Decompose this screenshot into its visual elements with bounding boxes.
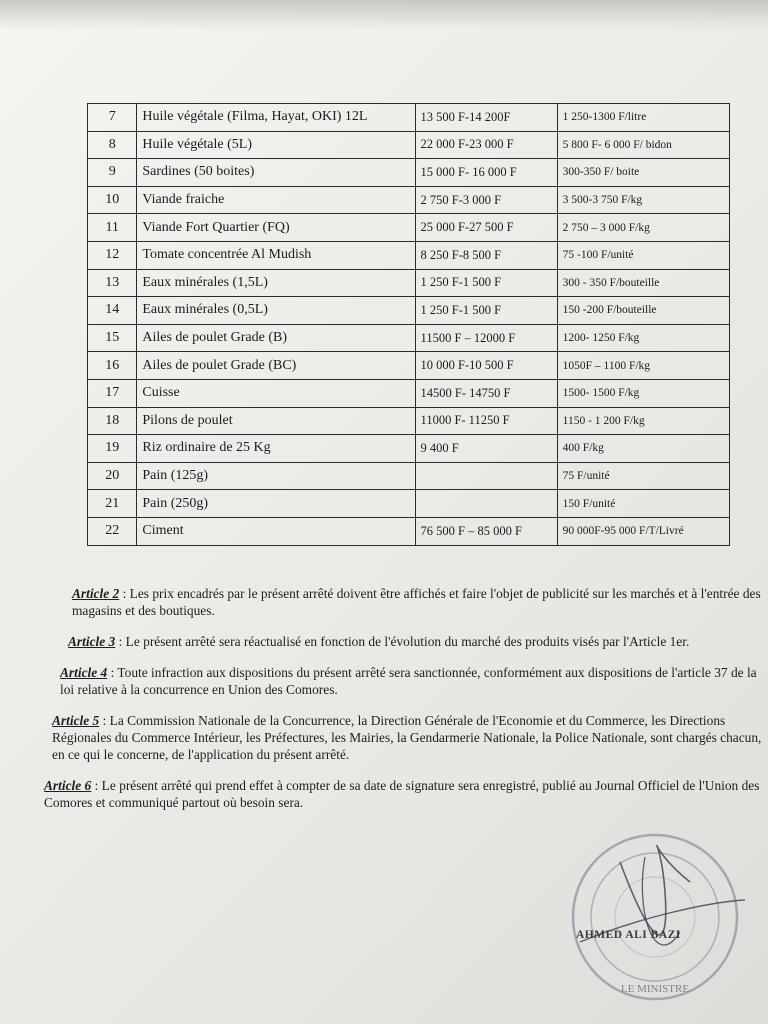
article-label: Article 3: [68, 634, 116, 649]
article-5: [40, 712, 765, 763]
table-row: [88, 241, 730, 269]
product-name: Sardines (50 boites): [137, 159, 415, 187]
row-number: 19: [88, 435, 137, 463]
product-name: Riz ordinaire de 25 Kg: [137, 435, 415, 463]
row-number: 11: [88, 214, 137, 242]
wholesale-price: 15 000 F- 16 000 F: [415, 159, 557, 187]
product-name: Pilons de poulet: [137, 407, 415, 435]
wholesale-price: 76 500 F – 85 000 F: [415, 517, 557, 545]
retail-price: 1200- 1250 F/kg: [557, 324, 729, 352]
wholesale-price: 14500 F- 14750 F: [415, 379, 557, 407]
retail-price: 90 000F-95 000 F/T/Livré: [557, 517, 729, 545]
wholesale-price: [415, 462, 557, 490]
wholesale-price: 11000 F- 11250 F: [415, 407, 557, 435]
article-text: : Les prix encadrés par le présent arrêté doivent être affichés et faire l'objet de publicité sur les marchés et à l'entrée des magasins et des boutiques.: [72, 586, 761, 618]
product-name: Viande Fort Quartier (FQ): [137, 214, 415, 242]
retail-price: 1150 - 1 200 F/kg: [557, 407, 729, 435]
retail-price: 3 500-3 750 F/kg: [557, 186, 729, 214]
retail-price: 1050F – 1100 F/kg: [557, 352, 729, 380]
article-text: : Le présent arrêté qui prend effet à compter de sa date de signature sera enregistré, publié au Journal Officiel de l'Union des Comores et communiqué partout où besoin sera.: [44, 778, 760, 810]
row-number: 15: [88, 324, 137, 352]
product-name: Tomate concentrée Al Mudish: [137, 241, 415, 269]
product-name: Pain (125g): [137, 462, 415, 490]
product-name: Eaux minérales (1,5L): [137, 269, 415, 297]
article-text: : Toute infraction aux dispositions du présent arrêté sera sanctionnée, conformément aux dispositions de l'article 37 de la loi relative à la concurrence en Union des Comores.: [60, 665, 757, 697]
page-shadow: [0, 0, 768, 30]
retail-price: 75 -100 F/unité: [557, 241, 729, 269]
article-label: Article 5: [52, 713, 100, 728]
product-name: Ailes de poulet Grade (B): [137, 324, 415, 352]
product-name: Ailes de poulet Grade (BC): [137, 352, 415, 380]
table-row: [88, 104, 730, 132]
price-table: [87, 103, 730, 546]
table-row: [88, 379, 730, 407]
row-number: 7: [88, 104, 137, 132]
retail-price: 1 250-1300 F/litre: [557, 104, 729, 132]
row-number: 10: [88, 186, 137, 214]
row-number: 12: [88, 241, 137, 269]
product-name: Ciment: [137, 517, 415, 545]
retail-price: 75 F/unité: [557, 462, 729, 490]
product-name: Pain (250g): [137, 490, 415, 518]
table-row: [88, 352, 730, 380]
row-number: 18: [88, 407, 137, 435]
table-row: [88, 297, 730, 325]
product-name: Cuisse: [137, 379, 415, 407]
article-2: [40, 585, 765, 619]
table-row: [88, 131, 730, 159]
product-name: Viande fraiche: [137, 186, 415, 214]
wholesale-price: 13 500 F-14 200F: [415, 104, 557, 132]
table-row: [88, 186, 730, 214]
product-name: Huile végétale (5L): [137, 131, 415, 159]
row-number: 9: [88, 159, 137, 187]
retail-price: 5 800 F- 6 000 F/ bidon: [557, 131, 729, 159]
article-label: Article 6: [44, 778, 92, 793]
article-text: : Le présent arrêté sera réactualisé en fonction de l'évolution du marché des produits visés par l'Article 1er.: [115, 634, 690, 649]
row-number: 16: [88, 352, 137, 380]
retail-price: 150 -200 F/bouteille: [557, 297, 729, 325]
row-number: 17: [88, 379, 137, 407]
article-label: Article 4: [60, 665, 108, 680]
table-row: [88, 214, 730, 242]
table-row: [88, 324, 730, 352]
wholesale-price: 25 000 F-27 500 F: [415, 214, 557, 242]
row-number: 22: [88, 517, 137, 545]
stamp-caption: LE MINISTRE: [620, 983, 690, 995]
table-row: [88, 517, 730, 545]
table-row: [88, 407, 730, 435]
row-number: 20: [88, 462, 137, 490]
article-label: Article 2: [72, 586, 120, 601]
retail-price: 300-350 F/ boite: [557, 159, 729, 187]
row-number: 13: [88, 269, 137, 297]
article-3: [40, 633, 765, 650]
product-name: Huile végétale (Filma, Hayat, OKI) 12L: [137, 104, 415, 132]
article-text: : La Commission Nationale de la Concurrence, la Direction Générale de l'Economie et du Commerce, les Directions Régionales du Commerce Intérieur, les Préfectures, les Mairies, la Gendarmerie Nationale, la Police Nationale, sont chargés chacun, en ce qui le concerne, de l'application du présent arrêté.: [52, 713, 762, 762]
retail-price: 1500- 1500 F/kg: [557, 379, 729, 407]
table-row: [88, 462, 730, 490]
wholesale-price: 11500 F – 12000 F: [415, 324, 557, 352]
signatory-name: AHMED ALI BAZI: [576, 929, 681, 941]
row-number: 14: [88, 297, 137, 325]
retail-price: 150 F/unité: [557, 490, 729, 518]
price-table-body: [88, 104, 730, 546]
table-row: [88, 435, 730, 463]
article-6: [40, 777, 765, 811]
wholesale-price: 2 750 F-3 000 F: [415, 186, 557, 214]
wholesale-price: 22 000 F-23 000 F: [415, 131, 557, 159]
wholesale-price: 10 000 F-10 500 F: [415, 352, 557, 380]
retail-price: 2 750 – 3 000 F/kg: [557, 214, 729, 242]
table-row: [88, 490, 730, 518]
wholesale-price: [415, 490, 557, 518]
table-row: [88, 269, 730, 297]
wholesale-price: 8 250 F-8 500 F: [415, 241, 557, 269]
retail-price: 300 - 350 F/bouteille: [557, 269, 729, 297]
wholesale-price: 1 250 F-1 500 F: [415, 269, 557, 297]
article-4: [40, 664, 765, 698]
official-stamp-icon: [560, 822, 750, 1012]
table-row: [88, 159, 730, 187]
row-number: 8: [88, 131, 137, 159]
row-number: 21: [88, 490, 137, 518]
articles-section: [40, 585, 765, 825]
retail-price: 400 F/kg: [557, 435, 729, 463]
product-name: Eaux minérales (0,5L): [137, 297, 415, 325]
wholesale-price: 1 250 F-1 500 F: [415, 297, 557, 325]
wholesale-price: 9 400 F: [415, 435, 557, 463]
